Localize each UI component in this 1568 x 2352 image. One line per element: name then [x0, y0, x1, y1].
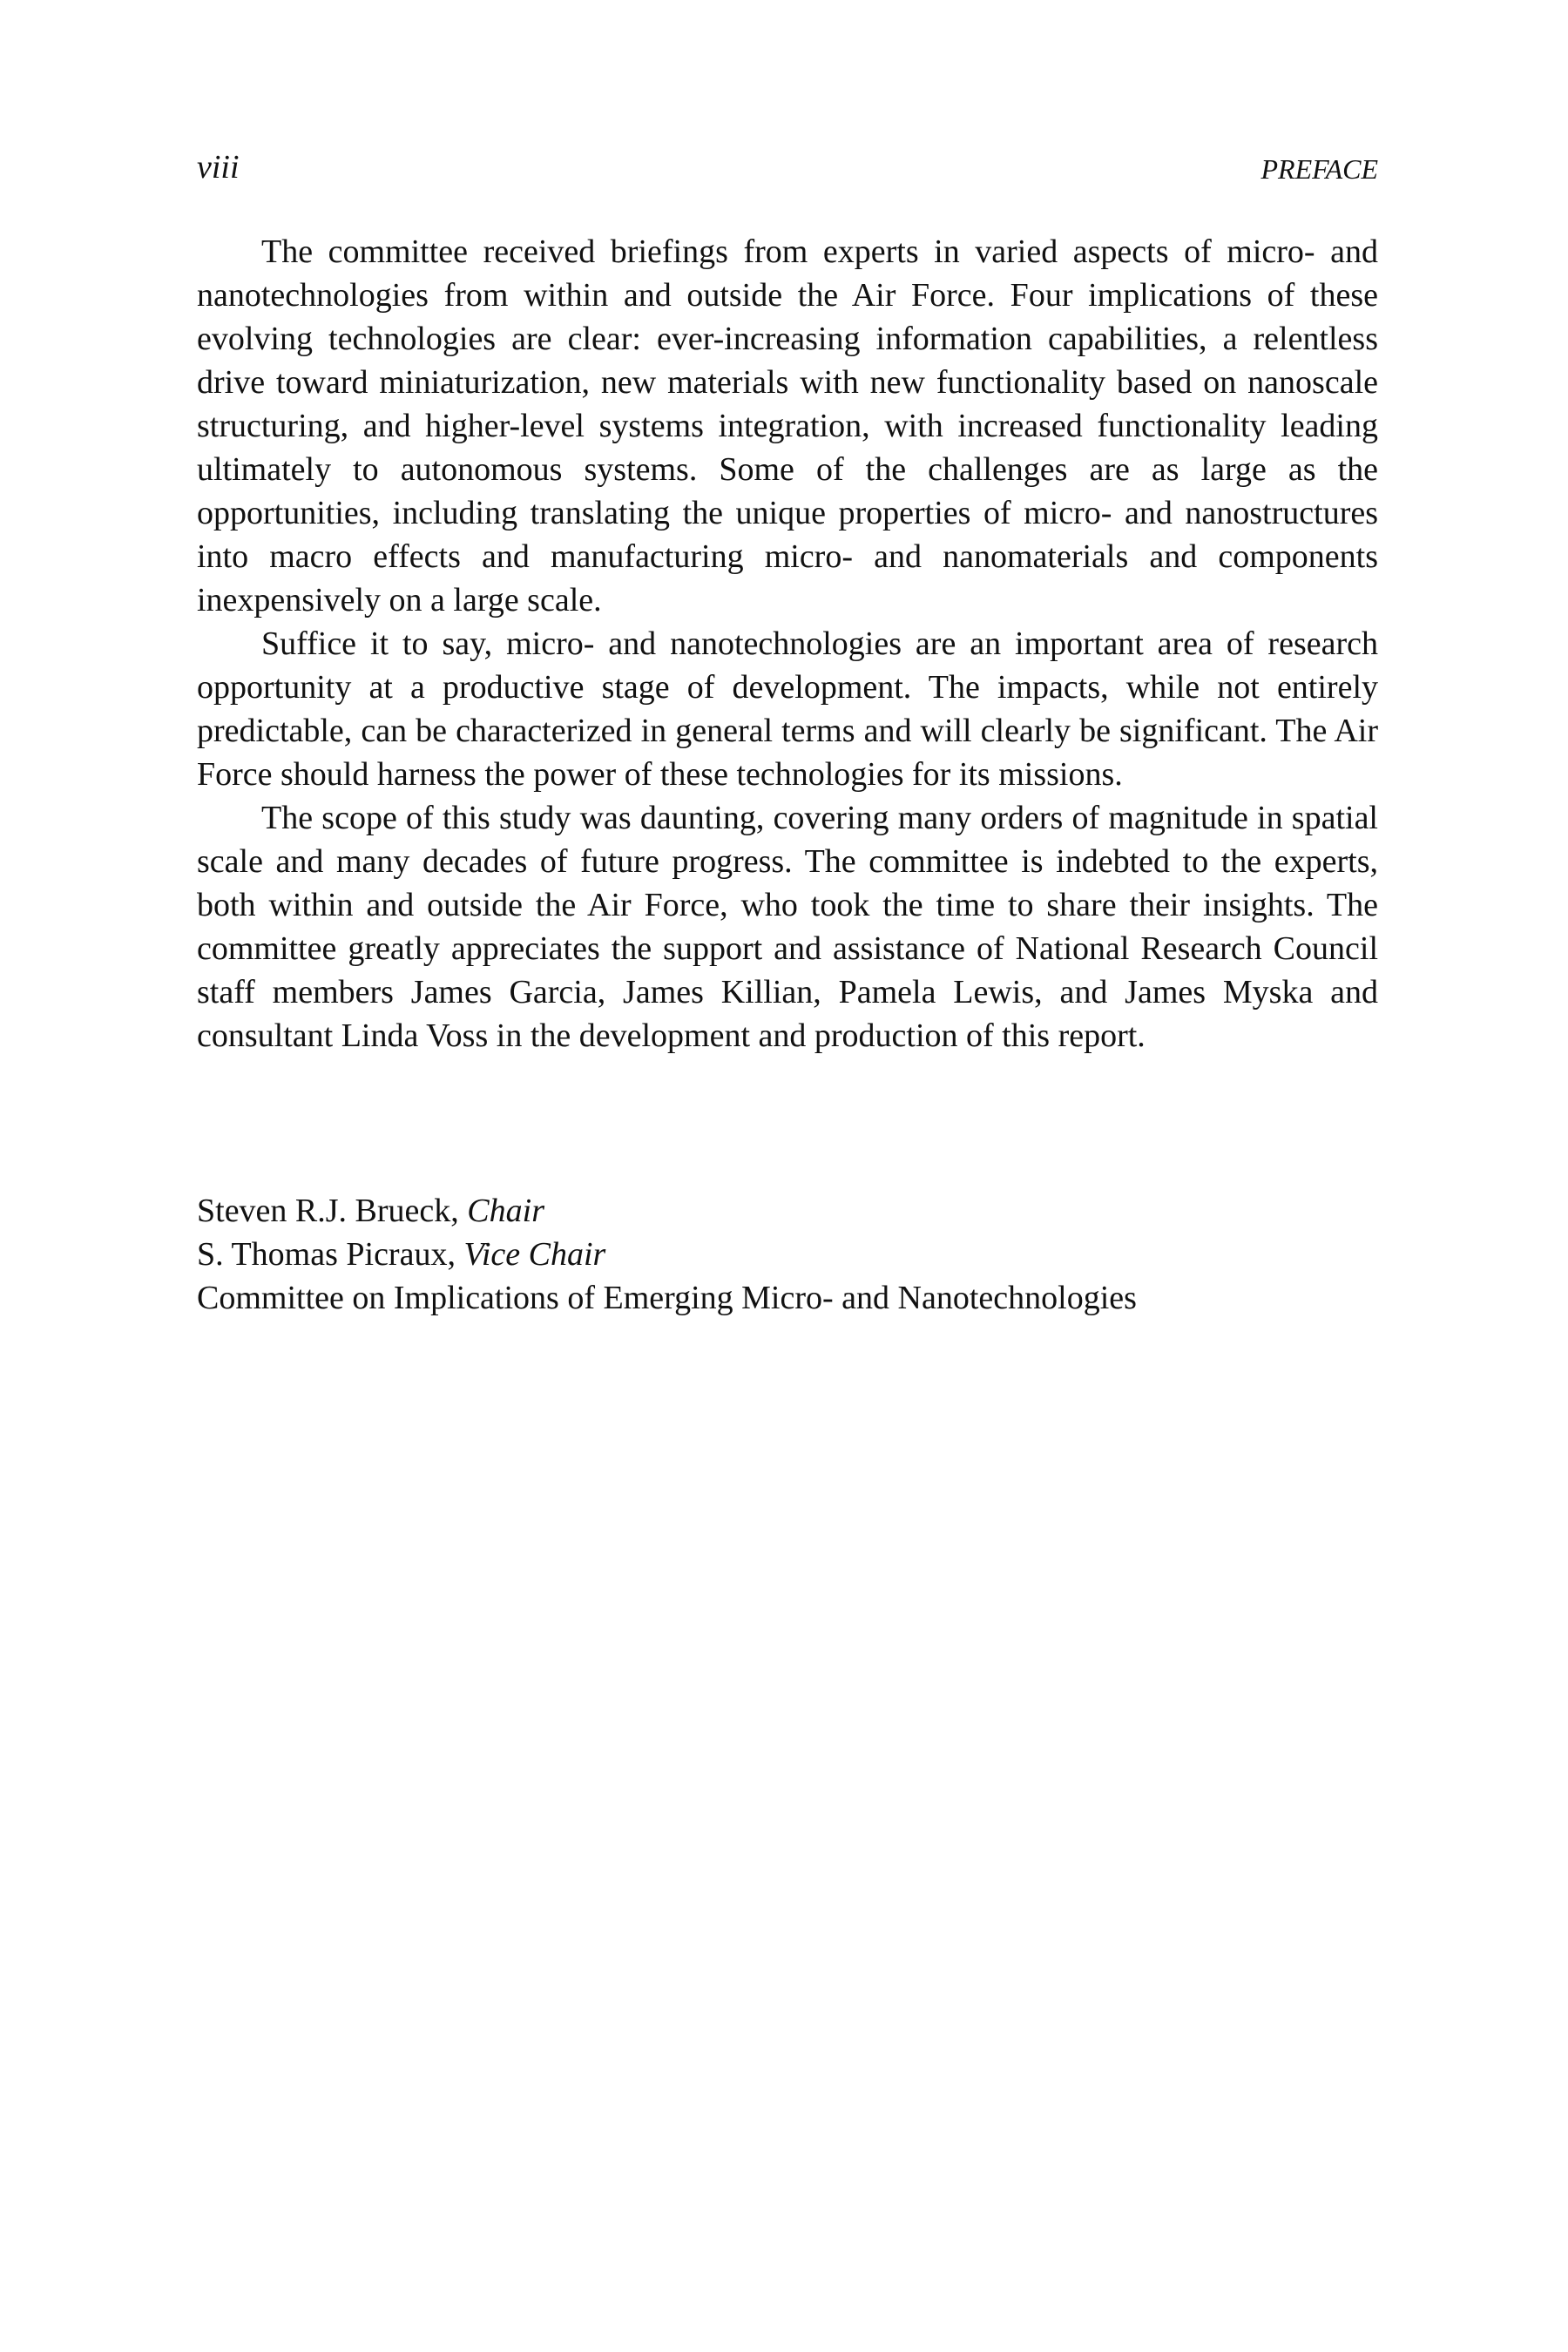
paragraph-briefings: The committee received briefings from experts in varied aspects of micro- and nanotechnologies from within and outside the Air Force. Four implications of these evolving technologies are clear: ever-increasing information capabilities, a relentless drive toward miniaturization, new materials with new functionality based on nanoscale structuring, and higher-level systems integration, with increased functionality leading ultimately to autonomous systems. Some of the challenges are as large as the opportunities, including translating the unique properties of micro- and nanostructures into macro effects and manufacturing micro- and nanomaterials and components inexpensively on a large scale.	[197, 233, 1378, 618]
vice-chair-role: Vice Chair	[463, 1236, 606, 1273]
vice-chair-signature	[197, 1233, 1378, 1276]
chair-name: Steven R.J. Brueck,	[197, 1193, 468, 1229]
page-number: viii	[197, 149, 240, 186]
signature-block	[197, 1189, 1378, 1320]
paragraph-acknowledgments: The scope of this study was daunting, covering many orders of magnitude in spatial scale and many decades of future progress. The committee is indebted to the experts, both within and outside the Air Force, who took the time to share their insights. The committee greatly appreciates the support and assistance of National Research Council staff members James Garcia, James Killian, Pamela Lewis, and James Myska and consultant Linda Voss in the development and production of this report.	[197, 800, 1378, 1054]
running-header	[197, 146, 1378, 188]
paragraph-opportunity: Suffice it to say, micro- and nanotechnologies are an important area of research opportunity at a productive stage of development. The impacts, while not entirely predictable, can be characterized in general terms and will clearly be significant. The Air Force should harness the power of these technologies for its missions.	[197, 625, 1378, 793]
chair-signature	[197, 1189, 1378, 1233]
committee-name: Committee on Implications of Emerging Micro- and Nanotechnologies	[197, 1280, 1137, 1316]
section-title: PREFACE	[1260, 153, 1378, 185]
preface-body	[197, 230, 1378, 1058]
chair-role: Chair	[467, 1193, 544, 1229]
vice-chair-name: S. Thomas Picraux,	[197, 1236, 464, 1273]
